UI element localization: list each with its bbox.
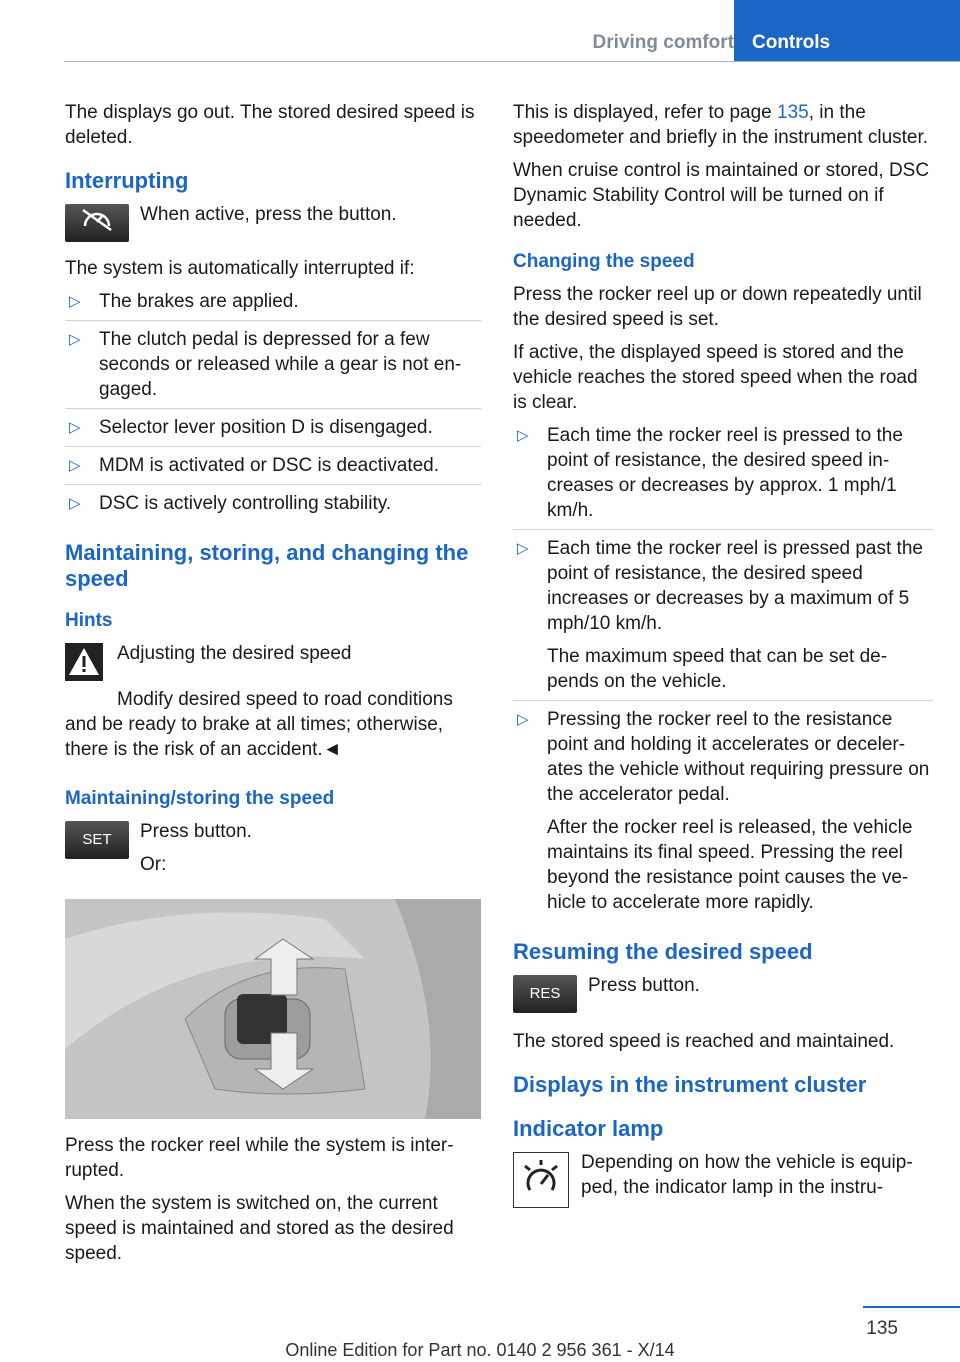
bullet-triangle-icon: ▷ <box>69 495 81 512</box>
bullet-triangle-icon: ▷ <box>69 419 81 436</box>
res-row <box>513 973 933 1013</box>
bullet-triangle-icon: ▷ <box>69 331 81 348</box>
lamp-text: Depending on how the vehicle is equip‐ped, the indicator lamp in the instru‐ <box>581 1152 913 1198</box>
bullet-triangle-icon: ▷ <box>517 540 529 557</box>
heading-indicator-lamp: Indicator lamp <box>513 1116 664 1141</box>
bullet-triangle-icon: ▷ <box>517 427 529 444</box>
hint-title: Adjusting the desired speed <box>117 643 352 664</box>
bullet-triangle-icon: ▷ <box>517 711 529 728</box>
list-item: ▷ The brakes are applied. <box>65 289 481 321</box>
interrupt-conditions-list <box>65 289 481 522</box>
paragraph: If active, the displayed speed is stored and the vehicle reaches the stored speed when the road is clear. <box>513 342 918 413</box>
res-button-icon: RES <box>513 975 577 1013</box>
list-item: ▷ Pressing the rocker reel to the resistance point and holding it accelerates or deceler‐ates the vehicle without requiring pressure on the accelerator pedal. After the rocker reel is released, the vehicle maintains its final speed. Pressing the reel beyond the resistance point causes the ve‐hicle to accelerate more rapidly. <box>517 709 930 913</box>
press-button-text: Press button. <box>588 975 700 996</box>
section-title: Driving comfort <box>592 32 734 53</box>
set-button-icon: SET <box>65 821 129 859</box>
list-item: ▷ MDM is activated or DSC is deactivated. <box>65 453 481 485</box>
list-item: ▷ DSC is actively controlling stability. <box>69 493 392 514</box>
warning-icon <box>65 643 103 681</box>
header-rule <box>64 61 960 62</box>
hint-text: Modify desired speed to road conditions and be ready to brake at all times; otherwise, there is the risk of an accident.◄ <box>65 689 453 760</box>
footer-rule <box>863 1306 960 1308</box>
paragraph: Press the rocker reel while the system is inter‐rupted. <box>65 1135 454 1181</box>
page-number: 135 <box>866 1318 898 1339</box>
bullet-triangle-icon: ▷ <box>69 457 81 474</box>
heading-storing: Maintaining/storing the speed <box>65 788 335 809</box>
paragraph: The system is automatically interrupted if: <box>65 258 415 279</box>
right-column <box>513 100 933 1208</box>
chapter-tab: Controls <box>734 0 960 62</box>
warning-row <box>65 641 481 681</box>
paragraph: Press the rocker reel up or down repeatedly until the desired speed is set. <box>513 284 922 330</box>
steering-wheel-photo <box>65 899 481 1119</box>
list-item: ▷ Each time the rocker reel is pressed to the point of resistance, the desired speed in‐creases or decreases by approx. 1 mph/1 km/h. <box>513 423 933 530</box>
paragraph: When the system is switched on, the current speed is maintained and stored as the desired speed. <box>65 1193 454 1264</box>
heading-interrupting: Interrupting <box>65 168 189 193</box>
page-header <box>0 0 960 62</box>
heading-displays: Displays in the instrument cluster <box>513 1072 867 1097</box>
list-item: ▷ Selector lever position D is disengaged. <box>65 415 481 447</box>
list-item: ▷ The clutch pedal is depressed for a few seconds or released while a gear is not en‐gaged. <box>65 327 481 409</box>
changing-list <box>513 423 933 921</box>
page-link[interactable]: 135 <box>777 102 809 123</box>
paragraph: This is displayed, refer to page 135, in the speedometer and briefly in the instrument cluster. <box>513 102 929 148</box>
interrupt-row <box>65 202 481 242</box>
bullet-triangle-icon: ▷ <box>69 293 81 310</box>
lamp-row <box>513 1150 933 1208</box>
heading-hints: Hints <box>65 610 113 631</box>
left-column <box>65 100 481 1274</box>
interrupt-text: When active, press the button. <box>140 204 397 225</box>
paragraph: When cruise control is maintained or stored, DSC Dynamic Stability Control will be turned on if needed. <box>513 160 930 231</box>
speedometer-lamp-icon <box>513 1152 569 1208</box>
edition-footer: Online Edition for Part no. 0140 2 956 361 - X/14 <box>285 1340 675 1360</box>
cruise-control-icon <box>65 204 129 242</box>
list-item: ▷ Each time the rocker reel is pressed past the point of resistance, the desired speed increases or decreases by a maximum of 5 mph/10 km/h. The maximum speed that can be set de‐pends on the vehicle. <box>513 536 933 701</box>
or-text: Or: <box>140 854 167 875</box>
press-button-text: Press button. <box>140 821 252 842</box>
heading-maintaining: Maintaining, storing, and changing the speed <box>65 540 469 591</box>
paragraph: The stored speed is reached and maintained. <box>513 1031 895 1052</box>
set-row <box>65 819 481 877</box>
paragraph: The displays go out. The stored desired speed is deleted. <box>65 102 475 148</box>
heading-changing: Changing the speed <box>513 251 695 272</box>
heading-resuming: Resuming the desired speed <box>513 939 813 964</box>
